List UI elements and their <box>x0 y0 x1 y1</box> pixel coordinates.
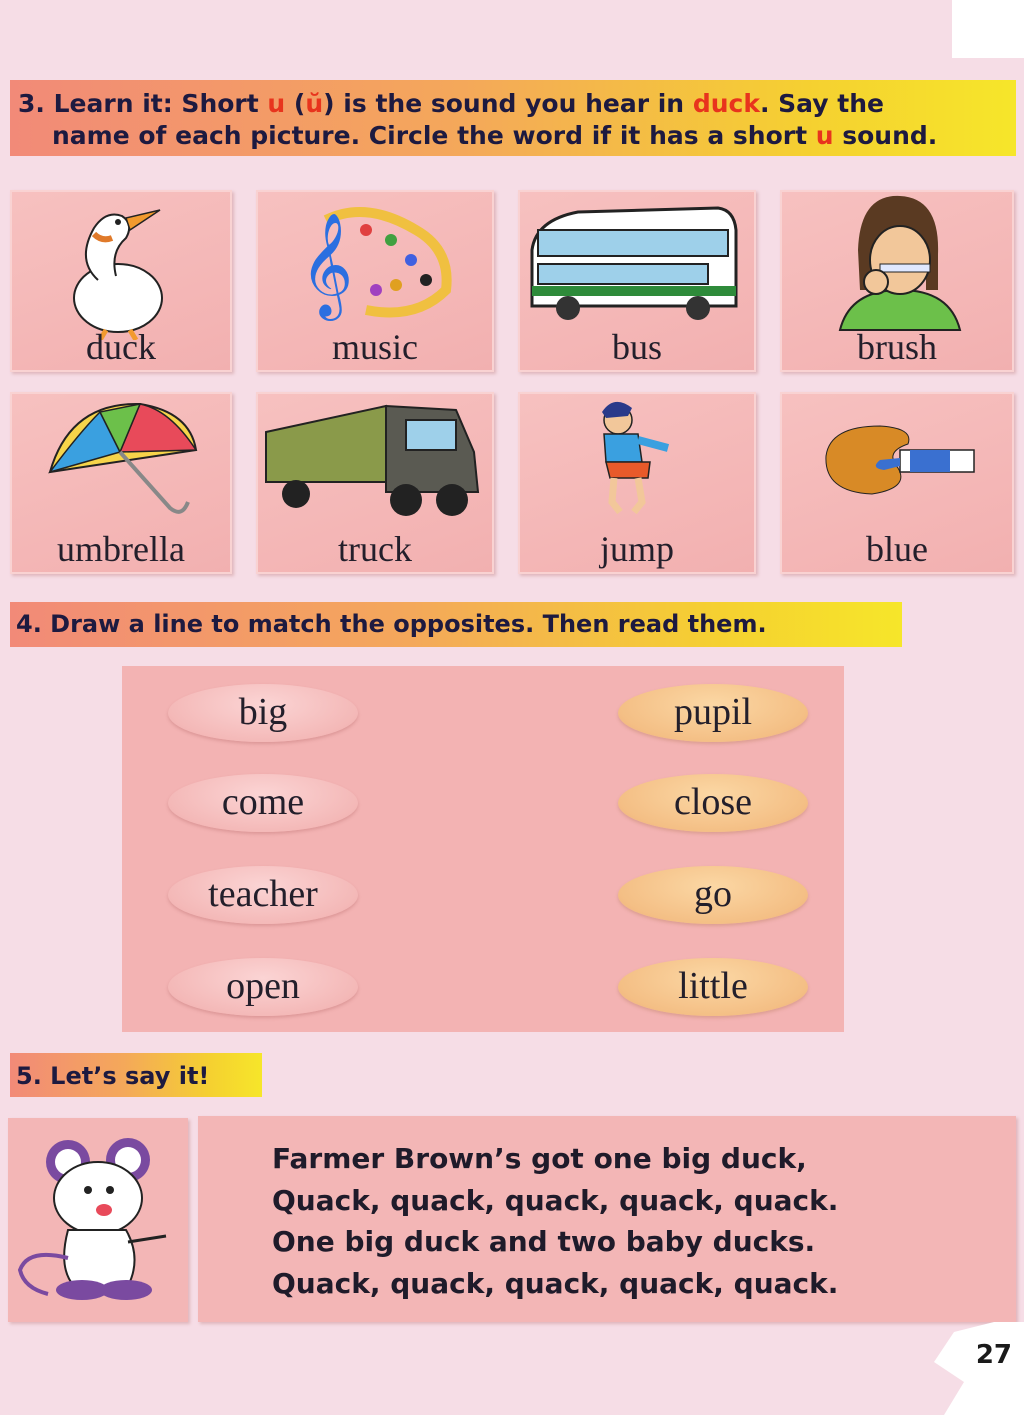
opposites-matching-panel <box>122 666 844 1032</box>
section-number: 3. <box>18 89 45 118</box>
left-word-pill[interactable]: come <box>168 774 358 832</box>
page-corner <box>952 0 1024 58</box>
picture-word[interactable]: blue <box>866 529 928 569</box>
rhyme-line: One big duck and two baby ducks. <box>272 1225 816 1258</box>
picture-word[interactable]: duck <box>86 327 156 367</box>
left-word-pill[interactable]: big <box>168 684 358 742</box>
picture-card-blue[interactable] <box>780 392 1014 574</box>
left-word-pill[interactable]: teacher <box>168 866 358 924</box>
section-4-instructions: 4. Draw a line to match the opposites. Then read them. <box>10 602 902 647</box>
section-3-instructions: 3. Learn it: Short u (ŭ) is the sound you hear in duck. Say the name of each picture. Circle the word if it has a short u sound. <box>10 80 1016 156</box>
svg-text:𝄞: 𝄞 <box>300 212 354 317</box>
highlight-word-duck: duck <box>692 89 760 118</box>
mouse-illustration-panel <box>8 1118 188 1322</box>
rhyme-panel <box>198 1116 1016 1322</box>
picture-card-brush[interactable] <box>780 190 1014 372</box>
rhyme-line: Quack, quack, quack, quack, quack. <box>272 1183 839 1217</box>
rhyme-line: Farmer Brown’s got one big duck, <box>272 1142 807 1175</box>
umbrella-icon <box>10 392 232 542</box>
picture-word[interactable]: umbrella <box>57 529 185 569</box>
highlight-letter-u: u <box>267 89 286 118</box>
truck-icon <box>256 392 494 542</box>
music-notes-icon <box>256 190 494 340</box>
right-word-pill[interactable]: little <box>618 958 808 1016</box>
breve-u: ŭ <box>305 89 324 118</box>
instruction-text: Learn it: Short <box>53 89 268 118</box>
duck-icon <box>10 190 232 340</box>
rhyme-line: Quack, quack, quack, quack, quack. <box>272 1266 839 1300</box>
page-number: 27 <box>975 1340 1012 1370</box>
picture-word[interactable]: brush <box>857 327 937 367</box>
picture-card-umbrella[interactable] <box>10 392 232 574</box>
boy-jumping-icon <box>518 392 756 542</box>
picture-card-duck[interactable] <box>10 190 232 372</box>
picture-card-music[interactable] <box>256 190 494 372</box>
right-word-pill[interactable]: close <box>618 774 808 832</box>
section-5-title: 5. Let’s say it! <box>10 1053 262 1097</box>
mouse-icon <box>8 1118 188 1322</box>
picture-card-truck[interactable] <box>256 392 494 574</box>
picture-card-jump[interactable] <box>518 392 756 574</box>
right-word-pill[interactable]: pupil <box>618 684 808 742</box>
girl-brushing-teeth-icon <box>780 190 1014 340</box>
right-word-pill[interactable]: go <box>618 866 808 924</box>
paint-palette-icon <box>780 392 1014 542</box>
picture-word[interactable]: jump <box>599 529 674 569</box>
picture-word[interactable]: truck <box>338 529 412 569</box>
picture-word[interactable]: music <box>332 327 418 367</box>
bus-icon <box>518 190 756 340</box>
left-word-pill[interactable]: open <box>168 958 358 1016</box>
picture-card-bus[interactable] <box>518 190 756 372</box>
highlight-letter-u: u <box>815 121 834 150</box>
picture-word[interactable]: bus <box>611 327 662 367</box>
rhyme-text <box>272 1138 838 1304</box>
